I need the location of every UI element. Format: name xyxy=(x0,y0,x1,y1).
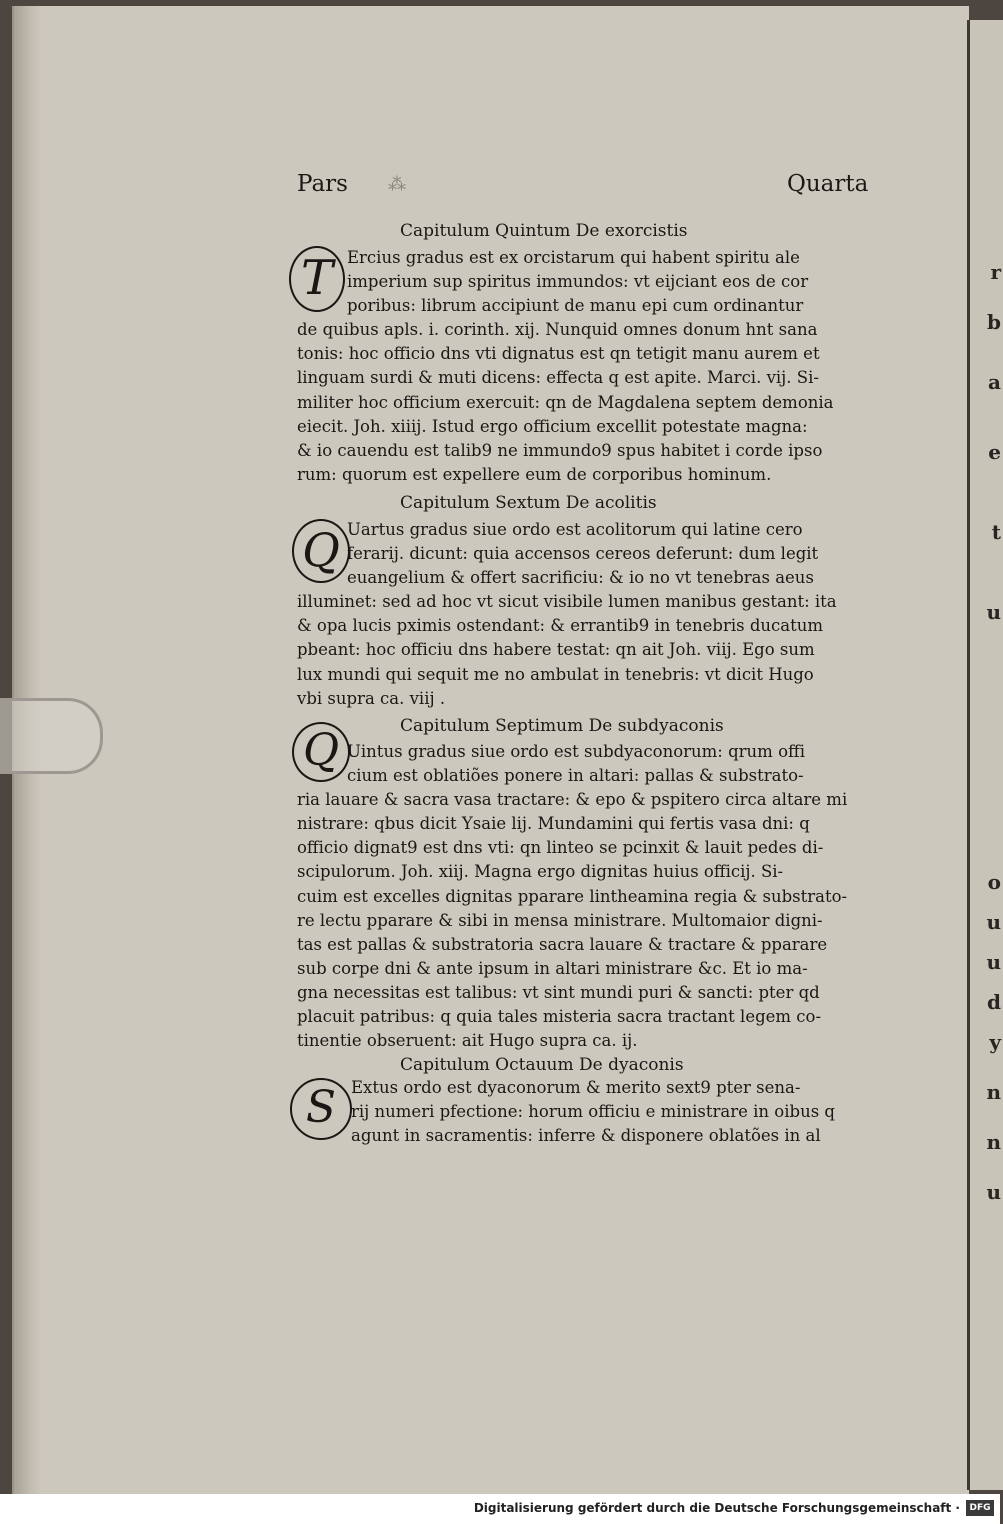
text-line: imperium sup spiritus immundos: vt eijciant eos de cor xyxy=(347,272,809,292)
facing-page-letter: u xyxy=(986,600,1001,624)
chapter-title-8: Capitulum Octauum De dyaconis xyxy=(400,1055,684,1075)
chapter-7-text xyxy=(297,740,872,1053)
text-line: vbi supra ca. viij . xyxy=(297,688,446,708)
text-line: Ercius gradus est ex orcistarum qui habent spiritu ale xyxy=(347,248,800,267)
facing-page-letter: a xyxy=(988,370,1001,394)
text-line: ria lauare & sacra vasa tractare: & epo & pspitero circa altare mi xyxy=(297,790,848,810)
facing-page-letter: d xyxy=(987,990,1001,1014)
text-line: poribus: librum accipiunt de manu epi cum ordinantur xyxy=(347,296,804,316)
text-line: tinentie obseruent: ait Hugo supra ca. ij. xyxy=(297,1031,638,1051)
facing-page-letter: u xyxy=(986,1180,1001,1204)
facing-page-edge xyxy=(967,20,1003,1490)
text-line: tonis: hoc officio dns vti dignatus est qn tetigit manu aurem et xyxy=(297,344,820,364)
text-line: Uintus gradus siue ordo est subdyaconorum: qrum offi xyxy=(347,742,805,761)
page-clip xyxy=(0,698,103,774)
facing-page-letter: n xyxy=(986,1130,1001,1154)
text-line: pbeant: hoc officiu dns habere testat: qn ait Joh. viij. Ego sum xyxy=(297,640,815,660)
facing-page-letter: y xyxy=(989,1030,1001,1054)
facing-page-letter: t xyxy=(991,520,1001,544)
chapter-title-5: Capitulum Quintum De exorcistis xyxy=(400,221,688,241)
header-quarta: Quarta xyxy=(787,171,869,197)
text-line: tas est pallas & substratoria sacra lauare & tractare & pparare xyxy=(297,934,828,954)
text-line: eiecit. Joh. xiiij. Istud ergo officium excellit potestate magna: xyxy=(297,416,808,436)
facing-page-letter: u xyxy=(986,950,1001,974)
text-line: Uartus gradus siue ordo est acolitorum qui latine cero xyxy=(347,520,803,539)
bleed-through-mark: ⁂ xyxy=(388,174,406,195)
facing-page-letter: e xyxy=(988,440,1001,464)
text-line: nistrare: qbus dicit Ysaie lij. Mundamini qui fertis vasa dni: q xyxy=(297,814,810,834)
text-line: euangelium & offert sacrificiu: & io no vt tenebras aeus xyxy=(347,568,814,588)
chapter-title-7: Capitulum Septimum De subdyaconis xyxy=(400,716,724,736)
footer-bar xyxy=(0,1494,1000,1524)
facing-page-letter: u xyxy=(986,910,1001,934)
text-line: cium est oblatiões ponere in altari: pallas & substrato- xyxy=(347,766,804,786)
text-line: ferarij. dicunt: quia accensos cereos deferunt: dum legit xyxy=(347,544,819,564)
text-line: sub corpe dni & ante ipsum in altari ministrare &c. Et io ma- xyxy=(297,958,808,978)
text-line: de quibus apls. i. corinth. xij. Nunquid omnes donum hnt sana xyxy=(297,320,818,340)
text-line: scipulorum. Joh. xiij. Magna ergo dignitas huius officij. Si- xyxy=(297,862,784,882)
text-line: re lectu pparare & sibi in mensa ministrare. Multomaior digni- xyxy=(297,910,823,930)
text-line: & opa lucis pximis ostendant: & errantib9 in tenebris ducatum xyxy=(297,616,824,636)
text-line: & io cauendu est talib9 ne immundo9 spus habitet i corde ipso xyxy=(297,440,823,460)
chapter-6-text xyxy=(297,518,872,711)
text-line: agunt in sacramentis: inferre & disponere oblatões in al xyxy=(351,1126,821,1146)
chapter-8-text xyxy=(297,1076,872,1148)
text-line: linguam surdi & muti dicens: effecta q est apite. Marci. vij. Si- xyxy=(297,368,819,388)
text-line: officio dignat9 est dns vti: qn linteo se pcinxit & lauit pedes di- xyxy=(297,838,824,858)
chapter-5-text xyxy=(297,246,872,487)
facing-page-letter: n xyxy=(986,1080,1001,1104)
book-page xyxy=(12,6,969,1494)
text-line: lux mundi qui sequit me no ambulat in tenebris: vt dicit Hugo xyxy=(297,664,814,684)
text-line: gna necessitas est talibus: vt sint mundi puri & sancti: pter qd xyxy=(297,982,820,1002)
facing-page-letter: o xyxy=(987,870,1001,894)
facing-page-letter: b xyxy=(987,310,1001,334)
text-line: Extus ordo est dyaconorum & merito sext9 pter sena- xyxy=(351,1078,801,1097)
decorated-initial-q: Q xyxy=(292,722,350,782)
chapter-title-6: Capitulum Sextum De acolitis xyxy=(400,493,657,513)
text-line: militer hoc officium exercuit: qn de Magdalena septem demonia xyxy=(297,392,834,412)
decorated-initial-t: T xyxy=(289,246,345,312)
facing-page-letter: r xyxy=(990,260,1001,284)
header-pars: Pars xyxy=(297,171,348,197)
funding-notice: Digitalisierung gefördert durch die Deutsche Forschungsgemeinschaft · xyxy=(473,1501,960,1515)
text-line: placuit patribus: q quia tales misteria sacra tractant legem co- xyxy=(297,1007,822,1027)
text-line: rum: quorum est expellere eum de corporibus hominum. xyxy=(297,464,772,484)
text-line: illuminet: sed ad hoc vt sicut visibile lumen manibus gestant: ita xyxy=(297,592,837,612)
text-line: rij numeri pfectione: horum officiu e ministrare in oibus q xyxy=(351,1102,835,1122)
decorated-initial-q: Q xyxy=(292,519,350,583)
decorated-initial-s: S xyxy=(290,1078,352,1140)
dfg-logo: DFG xyxy=(966,1500,994,1516)
text-line: cuim est excelles dignitas pparare lintheamina regia & substrato- xyxy=(297,886,848,906)
